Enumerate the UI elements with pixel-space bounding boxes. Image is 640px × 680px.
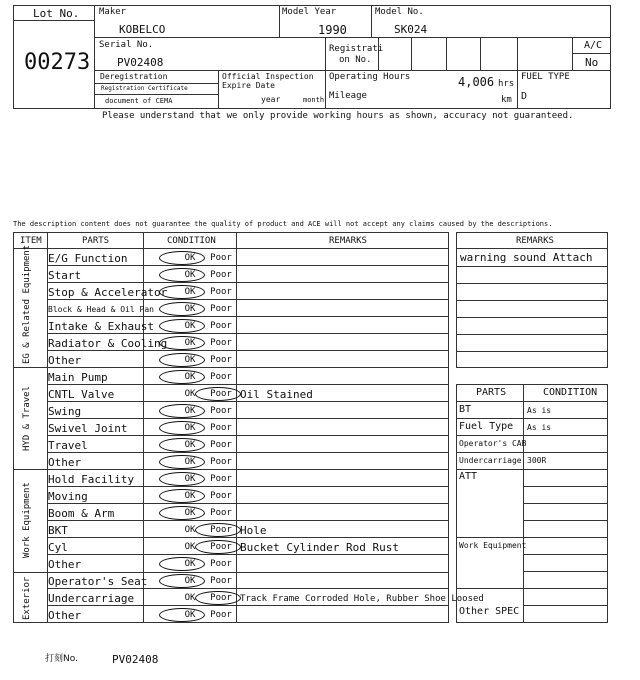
condition-poor: Poor <box>210 372 232 382</box>
condition-ok: OK <box>184 559 196 569</box>
condition-ok: OK <box>184 491 196 501</box>
hrs-label: hrs <box>498 79 515 89</box>
condition-ok: OK <box>184 576 196 586</box>
part-name: Swing <box>48 405 82 418</box>
col-item: ITEM <box>20 236 42 246</box>
maker-label: Maker <box>99 7 127 17</box>
part-name: Other <box>48 609 82 622</box>
selected-condition-circle <box>159 319 205 333</box>
part-name: BKT <box>48 524 68 537</box>
part-name: Moving <box>48 490 88 503</box>
work-equipment-label: Work Equipment <box>459 541 527 550</box>
selected-condition-circle <box>159 353 205 367</box>
operating-hours-value: 4,006 <box>458 75 495 89</box>
part-name: Other <box>48 354 82 367</box>
table-row <box>13 351 449 368</box>
right-cond: As is <box>527 406 552 415</box>
condition-ok: OK <box>184 304 196 314</box>
condition-poor: Poor <box>210 440 232 450</box>
condition-poor: Poor <box>210 321 232 331</box>
table-row <box>13 334 449 351</box>
table-row <box>13 300 449 317</box>
km-label: km <box>501 95 512 105</box>
group-label: Work Equipment <box>22 482 32 559</box>
part-name: Radiator & Cooling <box>48 337 168 350</box>
right-remarks-first: warning sound Attach <box>460 251 593 264</box>
selected-condition-circle <box>159 302 205 316</box>
ac-label: A/C <box>584 40 603 51</box>
condition-ok: OK <box>184 423 196 433</box>
cema-label: document of CEMA <box>105 97 173 105</box>
selected-condition-circle <box>159 370 205 384</box>
table-row <box>13 487 449 504</box>
selected-condition-circle <box>195 591 241 605</box>
selected-condition-circle <box>159 421 205 435</box>
remark-text: Oil Stained <box>240 388 313 401</box>
group-label: HYD & Travel <box>22 385 32 451</box>
right-part: Fuel Type <box>459 421 514 432</box>
att-label: ATT <box>459 471 478 482</box>
condition-ok: OK <box>184 355 196 365</box>
col-remarks: REMARKS <box>329 236 367 246</box>
right-col-condition: CONDITION <box>543 387 598 398</box>
condition-ok: OK <box>184 372 196 382</box>
selected-condition-circle <box>159 285 205 299</box>
condition-poor: Poor <box>210 457 232 467</box>
condition-poor: Poor <box>210 542 232 552</box>
part-name: Cyl <box>48 541 68 554</box>
lot-number: 00273 <box>24 50 91 75</box>
model-no-value: SK024 <box>394 23 428 36</box>
col-parts: PARTS <box>82 236 110 246</box>
inspection-label-1: Official Inspection <box>222 72 314 81</box>
part-name: Start <box>48 269 82 282</box>
condition-poor: Poor <box>210 525 232 535</box>
table-row <box>13 419 449 436</box>
table-row <box>13 504 449 521</box>
selected-condition-circle <box>159 506 205 520</box>
other-spec-label: Other SPEC <box>459 606 520 617</box>
table-row <box>13 589 484 606</box>
table-row <box>13 538 449 555</box>
condition-ok: OK <box>184 610 196 620</box>
part-name: Stop & Accelerator <box>48 286 168 299</box>
right-part: Operator's CAB <box>459 439 527 448</box>
registration-label-1: Registrati <box>329 44 384 54</box>
mileage-label: Mileage <box>329 91 367 101</box>
condition-ok: OK <box>184 270 196 280</box>
part-name: Hold Facility <box>48 473 135 486</box>
model-year-value: 1990 <box>318 23 347 37</box>
selected-condition-circle <box>159 472 205 486</box>
part-name: E/G Function <box>48 252 128 265</box>
condition-poor: Poor <box>210 491 232 501</box>
selected-condition-circle <box>159 489 205 503</box>
condition-poor: Poor <box>210 304 232 314</box>
registration-certificate-label: Registration Certificate <box>101 85 188 92</box>
condition-ok: OK <box>184 287 196 297</box>
condition-poor: Poor <box>210 287 232 297</box>
condition-ok: OK <box>184 457 196 467</box>
right-part: BT <box>459 404 472 415</box>
condition-poor: Poor <box>210 389 232 399</box>
right-col-parts: PARTS <box>476 387 507 398</box>
condition-ok: OK <box>184 542 196 552</box>
condition-poor: Poor <box>210 508 232 518</box>
part-name: Operator's Seat <box>48 575 148 588</box>
condition-poor: Poor <box>210 610 232 620</box>
part-name: Other <box>48 456 82 469</box>
part-name: Boom & Arm <box>48 507 115 520</box>
selected-condition-circle <box>159 574 205 588</box>
selected-condition-circle <box>159 608 205 622</box>
disclaimer: The description content does not guarantee the quality of product and ACE will not accept any claims caused by the descriptions. <box>13 220 553 228</box>
condition-ok: OK <box>184 389 196 399</box>
registration-label-2: on No. <box>339 55 372 65</box>
condition-ok: OK <box>184 440 196 450</box>
table-row <box>13 436 449 453</box>
table-row <box>13 521 449 538</box>
part-name: Other <box>48 558 82 571</box>
group-label: Exterior <box>22 576 32 620</box>
condition-poor: Poor <box>210 576 232 586</box>
condition-poor: Poor <box>210 423 232 433</box>
condition-ok: OK <box>184 525 196 535</box>
right-cond: 300R <box>527 456 547 465</box>
condition-ok: OK <box>184 593 196 603</box>
inspection-label-2: Expire Date <box>222 81 275 90</box>
part-name: Block & Head & Oil Pan <box>48 305 154 314</box>
ac-value: No <box>585 56 599 69</box>
selected-condition-circle <box>195 387 241 401</box>
part-name: Intake & Exhaust <box>48 320 154 333</box>
part-name: Main Pump <box>48 371 108 384</box>
table-row <box>13 249 449 266</box>
deregistration-label: Deregistration <box>100 72 168 81</box>
remark-text: Track Frame Corroded Hole, Rubber Shoe Loosed <box>240 594 484 604</box>
part-name: Undercarriage <box>48 592 135 605</box>
fuel-type-value: D <box>521 91 528 102</box>
table-row <box>13 470 449 487</box>
table-row <box>13 283 449 300</box>
month-label: month <box>303 96 325 104</box>
table-row <box>13 606 449 623</box>
condition-poor: Poor <box>210 270 232 280</box>
selected-condition-circle <box>159 251 205 265</box>
right-part: Undercarriage <box>459 456 522 465</box>
col-condition: CONDITION <box>167 236 216 246</box>
serial-value: PV02408 <box>117 56 164 69</box>
right-remarks-header: REMARKS <box>516 236 554 246</box>
table-row <box>13 402 449 419</box>
condition-poor: Poor <box>210 355 232 365</box>
table-row <box>13 555 449 572</box>
selected-condition-circle <box>159 336 205 350</box>
condition-poor: Poor <box>210 474 232 484</box>
condition-poor: Poor <box>210 593 232 603</box>
condition-poor: Poor <box>210 338 232 348</box>
condition-poor: Poor <box>210 253 232 263</box>
condition-ok: OK <box>184 338 196 348</box>
remark-text: Bucket Cylinder Rod Rust <box>240 541 399 554</box>
table-row <box>13 317 449 334</box>
condition-ok: OK <box>184 474 196 484</box>
model-no-label: Model No. <box>375 7 424 17</box>
selected-condition-circle <box>159 404 205 418</box>
serial-label: Serial No. <box>99 40 154 50</box>
table-row <box>13 385 449 402</box>
condition-poor: Poor <box>210 559 232 569</box>
year-label: year <box>261 95 281 104</box>
fuel-type-label: FUEL TYPE <box>521 72 570 82</box>
selected-condition-circle <box>159 438 205 452</box>
table-row <box>13 572 449 589</box>
model-year-label: Model Year <box>282 7 337 17</box>
condition-ok: OK <box>184 253 196 263</box>
condition-poor: Poor <box>210 406 232 416</box>
footer-value: PV02408 <box>112 653 159 666</box>
right-cond: As is <box>527 423 552 432</box>
selected-condition-circle <box>159 455 205 469</box>
condition-ok: OK <box>184 321 196 331</box>
selected-condition-circle <box>159 268 205 282</box>
table-row <box>13 453 449 470</box>
part-name: Travel <box>48 439 88 452</box>
group-label: EG & Related Equipment <box>22 244 32 364</box>
part-name: Swivel Joint <box>48 422 128 435</box>
table-row <box>13 266 449 283</box>
maker-value: KOBELCO <box>119 23 166 36</box>
remark-text: Hole <box>240 524 267 537</box>
selected-condition-circle <box>195 523 241 537</box>
selected-condition-circle <box>195 540 241 554</box>
lot-label: Lot No. <box>33 7 80 20</box>
header-note: Please understand that we only provide working hours as shown, accuracy not guaranteed. <box>102 111 574 121</box>
footer-label: 打刻No. <box>45 654 78 664</box>
condition-ok: OK <box>184 508 196 518</box>
operating-hours-label: Operating Hours <box>329 72 411 82</box>
condition-ok: OK <box>184 406 196 416</box>
table-row <box>13 368 449 385</box>
part-name: CNTL Valve <box>48 388 115 401</box>
selected-condition-circle <box>159 557 205 571</box>
